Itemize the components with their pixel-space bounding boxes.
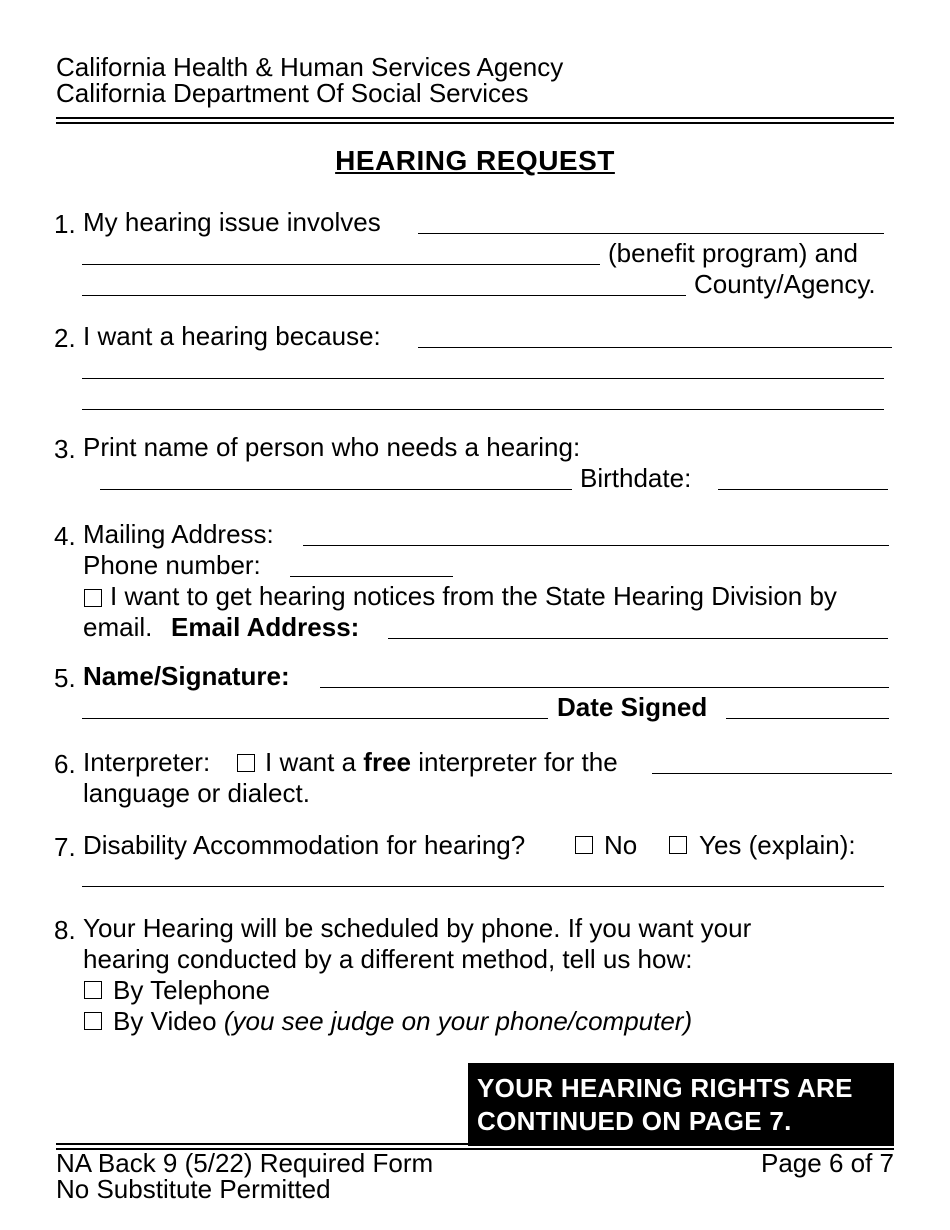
phone-number-label: Phone number: <box>83 550 261 580</box>
page-title: HEARING REQUEST <box>335 145 615 176</box>
agency-name: California Health & Human Services Agency <box>56 52 564 82</box>
accommodation-yes-checkbox[interactable] <box>669 836 687 854</box>
hearing-reason-field-2[interactable] <box>82 378 884 379</box>
hearing-issue-label: My hearing issue involves <box>83 207 381 237</box>
item-number-6: 6. <box>54 749 76 779</box>
mailing-address-label: Mailing Address: <box>83 519 274 549</box>
date-signed-label: Date Signed <box>557 692 708 722</box>
person-name-label: Print name of person who needs a hearing: <box>83 432 581 462</box>
interpreter-label: Interpreter: <box>83 747 211 777</box>
interpreter-text: I want a free interpreter for the <box>265 747 618 777</box>
accommodation-explain-field[interactable] <box>82 886 884 887</box>
interpreter-checkbox[interactable] <box>237 754 255 772</box>
hearing-reason-label: I want a hearing because: <box>83 321 381 351</box>
hearing-reason-field-1[interactable] <box>418 347 892 348</box>
hearing-issue-field[interactable] <box>418 233 884 234</box>
accommodation-no-label: No <box>604 830 638 860</box>
email-address-field[interactable] <box>388 638 888 639</box>
interpreter-language-label: language or dialect. <box>83 778 310 808</box>
no-substitute-note: No Substitute Permitted <box>56 1174 331 1204</box>
signature-field[interactable] <box>320 687 889 688</box>
signature-field-2[interactable] <box>82 718 548 719</box>
item-number-8: 8. <box>54 915 76 945</box>
department-name: California Department Of Social Services <box>56 78 529 108</box>
banner-line-2: CONTINUED ON PAGE 7. <box>477 1106 792 1136</box>
accommodation-label: Disability Accommodation for hearing? <box>83 830 526 860</box>
header-rule-bottom <box>56 122 894 124</box>
benefit-program-label: (benefit program) and <box>608 238 859 268</box>
accommodation-no-checkbox[interactable] <box>575 836 593 854</box>
item-number-2: 2. <box>54 323 76 353</box>
schedule-info-line1: Your Hearing will be scheduled by phone. If you want your <box>83 913 752 943</box>
email-notices-checkbox[interactable] <box>84 589 102 607</box>
item-number-1: 1. <box>54 209 76 239</box>
by-telephone-label: By Telephone <box>113 975 271 1005</box>
mailing-address-field[interactable] <box>303 545 889 546</box>
birthdate-field[interactable] <box>718 489 888 490</box>
by-video-checkbox[interactable] <box>84 1012 102 1030</box>
by-telephone-checkbox[interactable] <box>84 981 102 999</box>
page-number: Page 6 of 7 <box>761 1148 894 1178</box>
by-video-label: By Video (you see judge on your phone/computer) <box>113 1006 693 1036</box>
item-number-5: 5. <box>54 663 76 693</box>
header-rule-top <box>56 117 894 119</box>
email-address-label: Email Address: <box>171 612 360 642</box>
schedule-info-line2: hearing conducted by a different method, tell us how: <box>83 944 693 974</box>
county-agency-field[interactable] <box>82 295 686 296</box>
benefit-program-field[interactable] <box>82 264 600 265</box>
signature-label: Name/Signature: <box>83 661 290 691</box>
item-number-7: 7. <box>54 832 76 862</box>
form-id: NA Back 9 (5/22) Required Form <box>56 1148 434 1178</box>
date-signed-field[interactable] <box>726 718 889 719</box>
email-notices-label-cont: email. <box>83 612 153 642</box>
footer-rule-top <box>56 1143 894 1145</box>
hearing-reason-field-3[interactable] <box>82 409 884 410</box>
person-name-field[interactable] <box>100 489 572 490</box>
phone-number-field[interactable] <box>290 576 453 577</box>
interpreter-language-field[interactable] <box>652 773 892 774</box>
birthdate-label: Birthdate: <box>580 463 692 493</box>
accommodation-yes-label: Yes (explain): <box>699 830 856 860</box>
banner-line-1: YOUR HEARING RIGHTS ARE <box>477 1073 853 1103</box>
continued-banner <box>468 1063 894 1146</box>
email-notices-label: I want to get hearing notices from the State Hearing Division by <box>110 581 837 611</box>
item-number-4: 4. <box>54 521 76 551</box>
county-agency-label: County/Agency. <box>694 269 876 299</box>
item-number-3: 3. <box>54 434 76 464</box>
